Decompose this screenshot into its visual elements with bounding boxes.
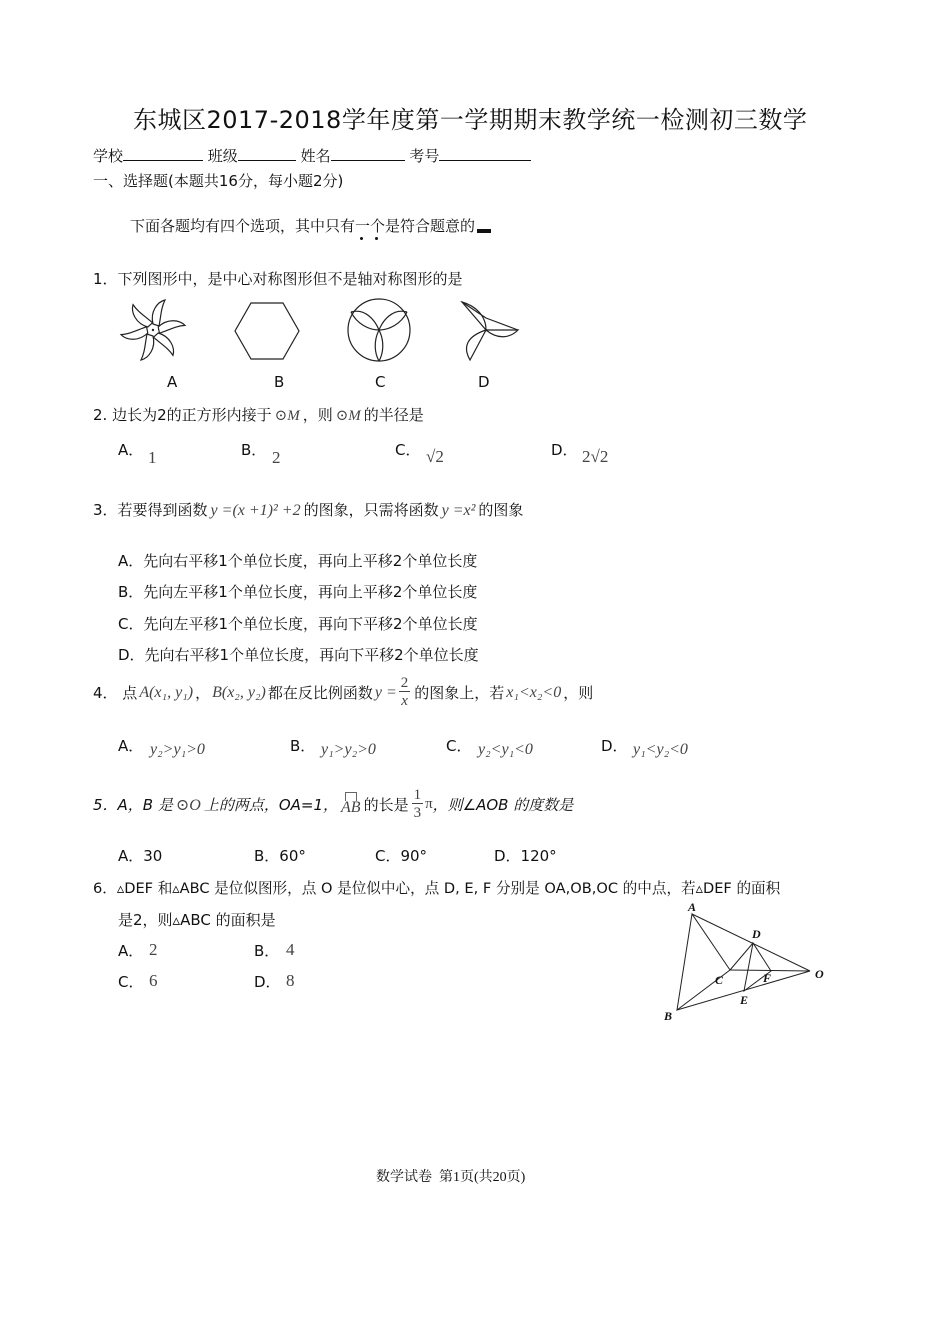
q4-option-b-value: y₁>y₂>0: [321, 741, 376, 758]
q2-option-b-label: B．: [241, 441, 267, 459]
q5-option-c: C．90°: [375, 847, 428, 865]
q4-option-c-label: C．: [446, 737, 472, 755]
q2-option-d-label: D．: [551, 441, 578, 459]
school-blank[interactable]: [123, 146, 203, 161]
student-info-line: [93, 145, 531, 166]
exam-no-blank[interactable]: [439, 146, 531, 161]
q6-option-d-label: D．: [254, 973, 281, 991]
q2-option-a-value: 1: [148, 448, 157, 467]
q5-arc: AB: [341, 792, 361, 817]
q5-fraction: $\frac{1}{3}$: [413, 787, 422, 821]
q2-option-c-label: C．: [395, 441, 421, 459]
q1-label-d: D: [478, 373, 490, 391]
q6-option-b-value: 4: [286, 940, 295, 959]
q1-figure-b-hexagon: [234, 302, 300, 360]
q2-stem: 2. 边长为2的正方形内接于 ⊙M ，则 ⊙M 的半径是: [93, 406, 424, 424]
q4-option-d-value: y₁<y₂<0: [633, 741, 688, 758]
q5-option-a: A．30: [118, 847, 163, 865]
q6-option-b-label: B．: [254, 942, 280, 960]
section-instruction: 下面各题均有四个选项，其中只有一个 是符合题意的: [130, 215, 491, 236]
q3-option-c: C．先向左平移1个单位长度，再向下平移2个单位长度: [118, 615, 478, 633]
fig-label-d: D: [752, 927, 761, 941]
q4-stem: 4． 点 A(x₁, y₁) ， B(x₂, y₂) 都在反比例函数 y = $\frac{2}{x}$ 的图象上，若 x₁<x₂<0 ，则: [93, 675, 594, 709]
name-blank[interactable]: [331, 146, 405, 161]
q2-option-b-value: 2: [272, 448, 281, 467]
q3-stem: 3．若要得到函数 y =(x +1)² +2 的图象，只需将函数 y =x² 的图象: [93, 501, 524, 519]
emphasis-text: 一个: [355, 215, 385, 236]
q4-fraction: $\frac{2}{x}$: [400, 675, 409, 709]
q6-option-a-value: 2: [149, 940, 158, 959]
fig-label-b: B: [664, 1009, 673, 1023]
q1-label-b: B: [274, 373, 285, 391]
q4-option-d-label: D．: [601, 737, 628, 755]
q3-option-b: B．先向左平移1个单位长度，再向上平移2个单位长度: [118, 583, 478, 601]
q6-option-c-value: 6: [149, 971, 158, 990]
school-label: 学校: [93, 147, 124, 165]
q6-stem-line2: 是2，则▵ABC 的面积是: [118, 911, 276, 929]
q5-option-d: D．120°: [494, 847, 557, 865]
q4-option-c-value: y₂<y₁<0: [478, 741, 533, 758]
q2-option-d-value: 2√2: [582, 447, 609, 466]
end-mark: [477, 229, 491, 233]
class-label: 班级: [207, 147, 238, 165]
q6-option-d-value: 8: [286, 971, 295, 990]
q5-stem: 5．A，B 是 ⊙O 上的两点，OA=1， AB 的长是 $\frac{1}{3}$ π ，则∠AOB 的度数是: [93, 787, 574, 821]
q5-option-b: B．60°: [254, 847, 306, 865]
q2-option-c-value: √2: [426, 447, 444, 466]
q6-option-a-label: A．: [118, 942, 144, 960]
fig-label-o: O: [815, 967, 824, 981]
q1-figure-d-three-blade: [456, 296, 522, 362]
q1-stem: 1．下列图形中，是中心对称图形但不是轴对称图形的是: [93, 270, 463, 288]
q3-option-a: A．先向右平移1个单位长度，再向上平移2个单位长度: [118, 552, 478, 570]
q4-option-a-value: y₂>y₁>0: [150, 741, 205, 758]
q4-option-b-label: B．: [290, 737, 316, 755]
fig-label-c: C: [715, 973, 724, 987]
q3-option-d: D．先向右平移1个单位长度，再向下平移2个单位长度: [118, 646, 479, 664]
q1-figure-a-pinwheel: [117, 296, 189, 364]
section-heading: 一、选择题(本题共16分，每小题2分): [93, 172, 344, 190]
fig-label-e: E: [740, 993, 749, 1007]
q2-option-a-label: A．: [118, 441, 144, 459]
q1-label-c: C: [375, 373, 386, 391]
page-title: 东城区2017-2018学年度第一学期期末教学统一检测初三数学: [133, 106, 808, 134]
name-label: 姓名: [300, 147, 331, 165]
fig-label-f: F: [763, 971, 772, 985]
fig-label-a: A: [688, 900, 697, 914]
class-blank[interactable]: [238, 146, 296, 161]
exam-no-label: 考号: [409, 147, 440, 165]
page-footer: 数学试卷 第1页(共20页): [376, 1170, 526, 1185]
q6-option-c-label: C．: [118, 973, 144, 991]
q1-label-a: A: [167, 373, 178, 391]
q6-stem-line1: 6．▵DEF 和▵ABC 是位似图形，点 O 是位似中心，点 D, E, F 分别是 OA,OB,OC 的中点，若▵DEF 的面积: [93, 880, 781, 897]
q4-option-a-label: A．: [118, 737, 144, 755]
q6-homothety-figure: [660, 900, 835, 1025]
q1-figure-c-circle-arcs: [347, 298, 411, 362]
